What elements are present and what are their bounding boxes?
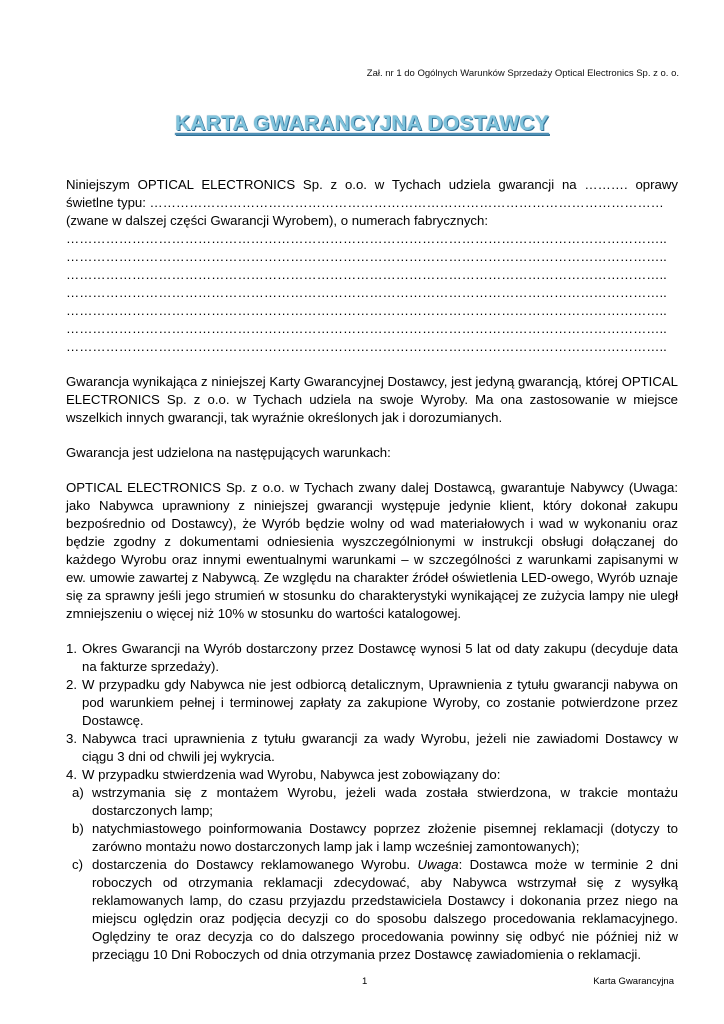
list-item xyxy=(66,820,678,856)
list-item xyxy=(66,766,678,784)
item-number: 4. xyxy=(66,767,77,782)
item-letter: b) xyxy=(72,821,84,836)
list-item xyxy=(66,784,678,820)
list-item xyxy=(66,676,678,730)
dotted-line: ……………………………………………………………………………………………………………………….. xyxy=(66,285,667,300)
intro-type-line: świetlne typu: ……………………………………………………………………………………………………… xyxy=(66,195,664,210)
item-text: Okres Gwarancji na Wyrób dostarczony przez Dostawcę wynosi 5 lat od daty zakupu (decyduje data na fakturze sprzedaży). xyxy=(82,641,678,674)
conditions-intro: Gwarancja jest udzielona na następujących warunkach: xyxy=(66,445,391,460)
item-letter: c) xyxy=(72,857,83,872)
item-text: Nabywca traci uprawnienia z tytułu gwarancji za wady Wyrobu, jeżeli nie zawiadomi Dostawcy w ciągu 3 dni od chwili jej wykrycia. xyxy=(82,731,678,764)
item-text: wstrzymania się z montażem Wyrobu, jeżeli wada została stwierdzona, w trakcie montażu dostarczonych lamp; xyxy=(92,785,678,818)
header-note: Zał. nr 1 do Ogólnych Warunków Sprzedaży Optical Electronics Sp. z o. o. xyxy=(366,68,679,79)
item-text: W przypadku stwierdzenia wad Wyrobu, Nabywca jest zobowiązany do: xyxy=(82,767,501,782)
dotted-line: ……………………………………………………………………………………………………………………….. xyxy=(66,249,667,264)
intro-line: (zwane w dalszej części Gwarancji Wyrobem), o numerach fabrycznych: xyxy=(66,213,489,228)
serial-numbers-blank xyxy=(66,230,678,356)
item-number: 1. xyxy=(66,641,77,656)
item-text xyxy=(92,856,678,964)
text-segment: : Dostawca może w terminie 2 dni roboczych od otrzymania reklamacji zdecydować, aby Nabywca wstrzymał się z wysyłką reklamowanych lamp, do czasu przyjazdu przedstawiciela Dostawcy i dokonania przez niego na miejscu oględzin oraz podjęcia decyzji co do sposobu dalszego procedowania reklamacyjnego. Oględziny te oraz decyzja co do dalszego procedowania powinny się odbyć nie później niż w przeciągu 10 Dni Roboczych od dnia otrzymania przez Dostawcę zawiadomienia o reklamacji. xyxy=(92,857,679,962)
note-label: Uwaga xyxy=(417,857,459,872)
dotted-line: ……………………………………………………………………………………………………………………….. xyxy=(66,339,667,354)
footer-label: Karta Gwarancyjna xyxy=(593,976,674,987)
dotted-line: ……………………………………………………………………………………………………………………….. xyxy=(66,303,667,318)
dotted-line: ……………………………………………………………………………………………………………………….. xyxy=(66,321,667,336)
item-letter: a) xyxy=(72,785,84,800)
list-item xyxy=(66,730,678,766)
item-text: W przypadku gdy Nabywca nie jest odbiorcą detalicznym, Uprawnienia z tytułu gwarancji nabywa on pod warunkiem pełnej i terminowej zapłaty za zakupione Wyroby, co zostanie potwierdzone przez Dostawcę. xyxy=(82,677,678,728)
item-number: 2. xyxy=(66,677,77,692)
document-body xyxy=(66,176,678,964)
document-title: KARTA GWARANCYJNA DOSTAWCY xyxy=(175,112,549,135)
dotted-line: ……………………………………………………………………………………………………………………….. xyxy=(66,231,667,246)
terms-list xyxy=(66,640,678,784)
list-item xyxy=(66,640,678,676)
text-segment: dostarczenia do Dostawcy reklamowanego Wyrobu. xyxy=(92,857,418,872)
exclusive-warranty-paragraph: Gwarancja wynikająca z niniejszej Karty Gwarancyjnej Dostawcy, jest jedyną gwarancją, której OPTICAL ELECTRONICS Sp. z o.o. w Tychach udziela na swoje Wyroby. Ma ona zastosowanie w miejsce wszelkich innych gwarancji, tak wyraźnie określonych jak i dorozumianych. xyxy=(66,374,678,425)
item-number: 3. xyxy=(66,731,77,746)
intro-line: Niniejszym OPTICAL ELECTRONICS Sp. z o.o. w Tychach udziela gwarancji na ………. oprawy xyxy=(66,177,678,192)
list-item xyxy=(66,856,678,964)
dotted-line: ……………………………………………………………………………………………………………………….. xyxy=(66,267,667,282)
supplier-guarantee-paragraph: OPTICAL ELECTRONICS Sp. z o.o. w Tychach zwany dalej Dostawcą, gwarantuje Nabywcy (Uwaga: jako Nabywca uprawniony z niniejszej gwarancji występuje jedynie klient, który dokonał zakupu bezpośrednio od Dostawcy), że Wyrób będzie wolny od wad materiałowych i wad w wykonaniu oraz będzie zgodny z dokumentami odniesienia wyszczególnionymi w instrukcji obsługi dołączanej do każdego Wyrobu oraz innymi ewentualnymi warunkami – w szczególności z warunkami zapisanymi w ew. umowie zawartej z Nabywcą. Ze względu na charakter źródeł oświetlenia LED-owego, Wyrób uznaje się za sprawny jeśli jego strumień w stosunku do charakterystyki wynikającej ze zużycia lampy nie uległ zmniejszeniu o więcej niż 10% w stosunku do wartości katalogowej. xyxy=(66,480,678,621)
sub-terms-list xyxy=(66,784,678,964)
item-text: natychmiastowego poinformowania Dostawcy poprzez złożenie pisemnej reklamacji (dotyczy to zarówno montażu nowo dostarczonych lamp jak i lamp wcześniej zamontowanych); xyxy=(92,821,678,854)
page-number: 1 xyxy=(362,976,368,987)
